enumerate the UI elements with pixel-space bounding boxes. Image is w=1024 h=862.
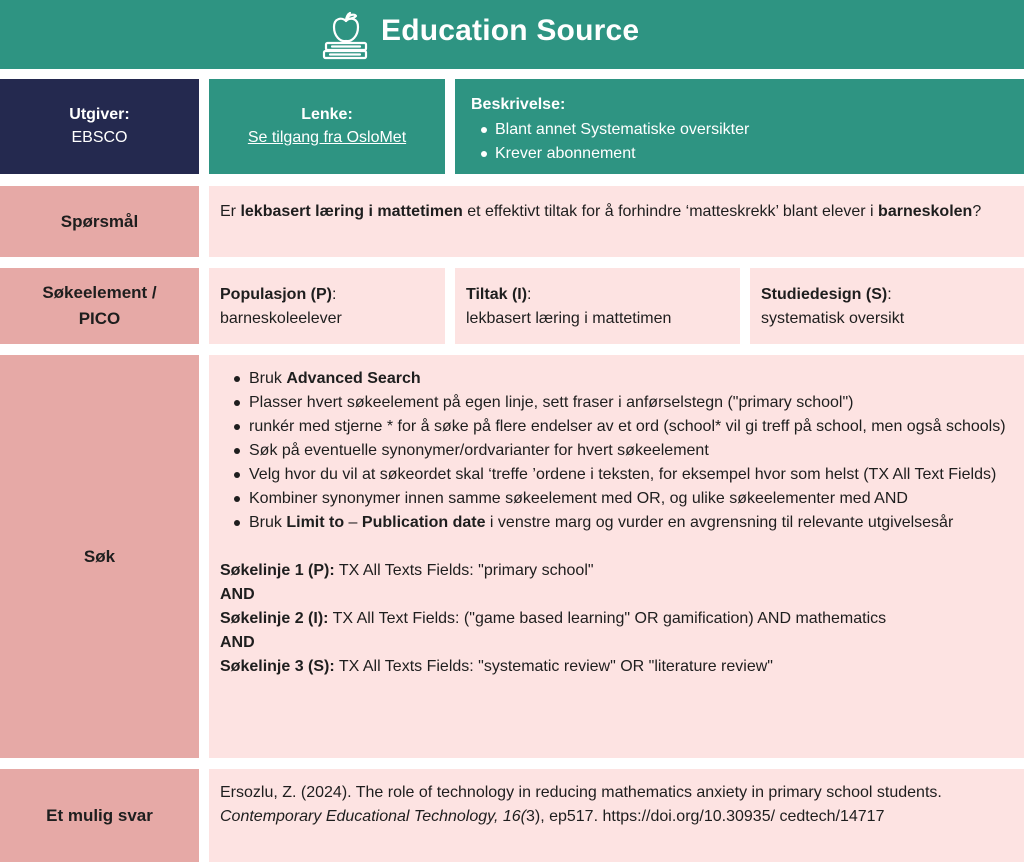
apple-on-books-icon [322,11,370,63]
list-item: Bruk Limit to – Publication date i venstre marg og vurder en avgrensning til relevante utgivelsesår [220,511,1010,535]
answer-label: Et mulig svar [46,805,153,825]
pico-label-line1: Søkeelement / [42,283,157,302]
list-item: Plasser hvert søkeelement på egen linje, sett fraser i anførselstegn ("primary school") [220,391,1010,415]
question-label-box [0,186,199,257]
access-link[interactable]: Se tilgang fra OsloMet [247,128,407,146]
description-list [471,118,1024,166]
list-item: Krever abonnement [471,142,1024,166]
study-design-label: Studiedesign (S): [761,286,892,303]
list-item: Blant annet Systematiske oversikter [471,118,1024,142]
search-label: Søk [83,546,116,566]
answer-box [209,769,1024,862]
answer-label-box [0,769,199,862]
answer-citation: Ersozlu, Z. (2024). The role of technology in reducing mathematics anxiety in primary school students. Contemporary Educational Technology, 16(3), ep517. https://doi.org/10.30935/ cedtech/14717 [220,784,942,825]
study-design-box [750,268,1024,344]
publisher-box [0,79,199,174]
intervention-box [455,268,740,344]
description-label: Beskrivelse: [471,96,566,113]
intervention-value: lekbasert læring i mattetimen [466,310,672,327]
question-label: Spørsmål [60,211,139,231]
header-banner [0,0,1024,69]
description-box [455,79,1024,174]
and-operator-2: AND [220,634,255,651]
search-line-1: Søkelinje 1 (P): TX All Texts Fields: "primary school" [220,562,594,579]
search-label-box [0,355,199,758]
population-box [209,268,445,344]
list-item: Søk på eventuelle synonymer/ordvarianter for hvert søkeelement [220,439,1010,463]
search-box [209,355,1024,758]
list-item: runkér med stjerne * for å søke på flere endelser av et ord (school* vil gi treff på school, men også schools) [220,415,1010,439]
search-tips-list [220,367,1010,535]
and-operator-1: AND [220,586,255,603]
pico-label-line2: PICO [78,309,121,328]
search-lines [220,559,1010,679]
list-item: Bruk Advanced Search [220,367,1010,391]
page-title: Education Source [381,14,640,47]
link-box [209,79,445,174]
publisher-value: EBSCO [71,128,128,146]
intervention-label: Tiltak (I): [466,286,532,303]
pico-label-box [0,268,199,344]
question-box [209,186,1024,257]
list-item: Velg hvor du vil at søkeordet skal ‘treffe ’ordene i teksten, for eksempel hvor som helst (TX All Text Fields) [220,463,1010,487]
search-line-2: Søkelinje 2 (I): TX All Text Fields: ("game based learning" OR gamification) AND mathematics [220,610,887,627]
question-text: Er lekbasert læring i mattetimen et effektivt tiltak for å forhindre ‘matteskrekk’ blant elever i barneskolen? [220,203,982,220]
list-item: Kombiner synonymer innen samme søkeelement med OR, og ulike søkeelementer med AND [220,487,1010,511]
population-value: barneskoleelever [220,310,342,327]
publisher-label: Utgiver: [69,105,130,123]
search-line-3: Søkelinje 3 (S): TX All Texts Fields: "systematic review" OR "literature review" [220,658,773,675]
study-design-value: systematisk oversikt [761,310,905,327]
population-label: Populasjon (P): [220,286,337,303]
link-label: Lenke: [301,105,353,123]
